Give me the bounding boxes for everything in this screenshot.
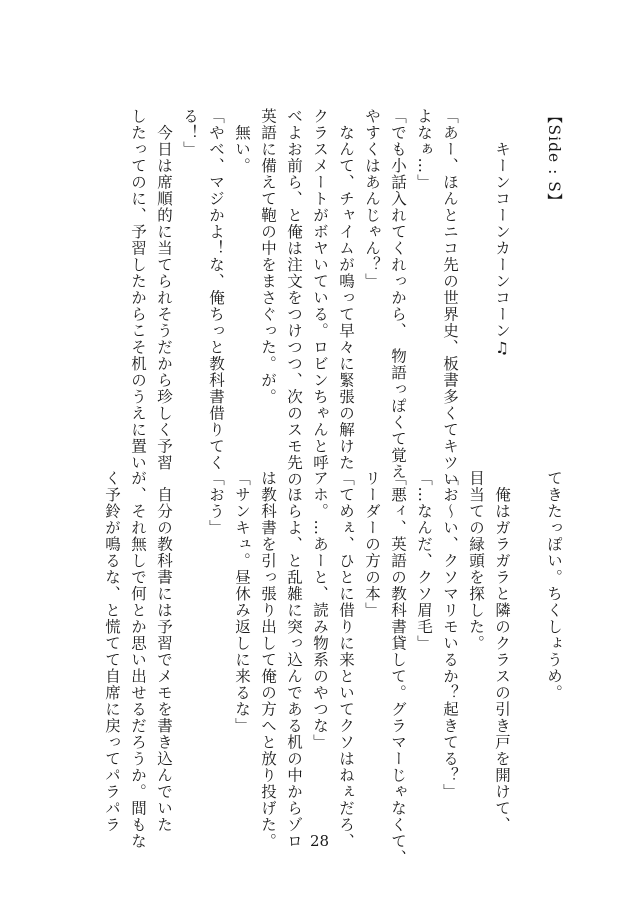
- text-line: 目当ての緑頭を探した。: [467, 470, 485, 652]
- page-number: 28: [309, 832, 330, 850]
- text-line: 今日は席順的に当てられそうだから珍しく予習: [155, 108, 173, 471]
- text-line: クラスメートがボヤいている。ロビンちゃんと呼: [311, 108, 329, 471]
- text-line: 「やべ、マジかよ！な、俺ちっと教科書借りてく: [207, 108, 225, 471]
- text-line: 俺はガラガラと隣のクラスの引き戸を開けて、: [493, 470, 511, 833]
- text-line: が、それ無しで何とか思い出せるだろうか。間もな: [129, 470, 147, 850]
- text-line: [515, 470, 541, 815]
- text-line: 【Side : S】: [545, 108, 563, 210]
- text-line: リーダーの方の本」: [363, 470, 381, 619]
- text-line: なんて、チャイムが鳴って早々に緊張の解けた: [337, 108, 355, 471]
- text-line: [515, 108, 541, 448]
- upper-text-block: [125, 108, 567, 488]
- text-line: てきたっぽい。ちくしょうめ。: [545, 470, 563, 701]
- text-line: 無い。: [233, 108, 251, 174]
- text-line: したってのに、予習したからこそ机のうえに置い: [129, 108, 147, 471]
- text-line: る！」: [181, 108, 199, 158]
- text-line: アホ。…あーと、読み物系のやつな」: [311, 470, 329, 751]
- text-line: 「…なんだ、クソ眉毛」: [415, 470, 433, 652]
- text-line: ほらよ、と乱雑に突っ込んである机の中からゾロ: [285, 470, 303, 850]
- text-line: 「サンキュ。昼休み返しに来るな」: [233, 470, 251, 734]
- text-line: べよお前ら、と俺は注文をつけつつ、次のスモ先の: [285, 108, 303, 488]
- text-line: 「てめぇ、ひとに借りに来といてクソはねぇだろ、: [337, 470, 355, 850]
- text-line: 英語に備えて鞄の中をまさぐった。が。: [259, 108, 277, 405]
- text-line: やすくはあんじゃん？」: [363, 108, 381, 290]
- text-line: 「お～い、クソマリモいるか？起きてる？」: [441, 470, 459, 800]
- text-line: く予鈴が鳴るな、と慌てて自席に戻ってパラパラ: [103, 470, 121, 833]
- text-line: 「悪ィ、英語の教科書貸して。グラマーじゃなくて、: [389, 470, 407, 866]
- text-line: 「おう」: [207, 470, 225, 536]
- text-line: [463, 108, 489, 448]
- text-line: 自分の教科書には予習でメモを書き込んでいた: [155, 470, 173, 833]
- text-line: 「でも小話入れてくれっから、 物語っぽくて覚え: [389, 108, 407, 480]
- text-line: [177, 470, 203, 815]
- text-line: よなぁ…」: [415, 108, 433, 191]
- text-line: は教科書を引っ張り出して俺の方へと放り投げた。: [259, 470, 277, 850]
- text-line: 「あー、ほんとニコ先の世界史、板書多くてキツい: [441, 108, 459, 488]
- text-line: キーンコーンカーンコーン♫: [493, 108, 511, 358]
